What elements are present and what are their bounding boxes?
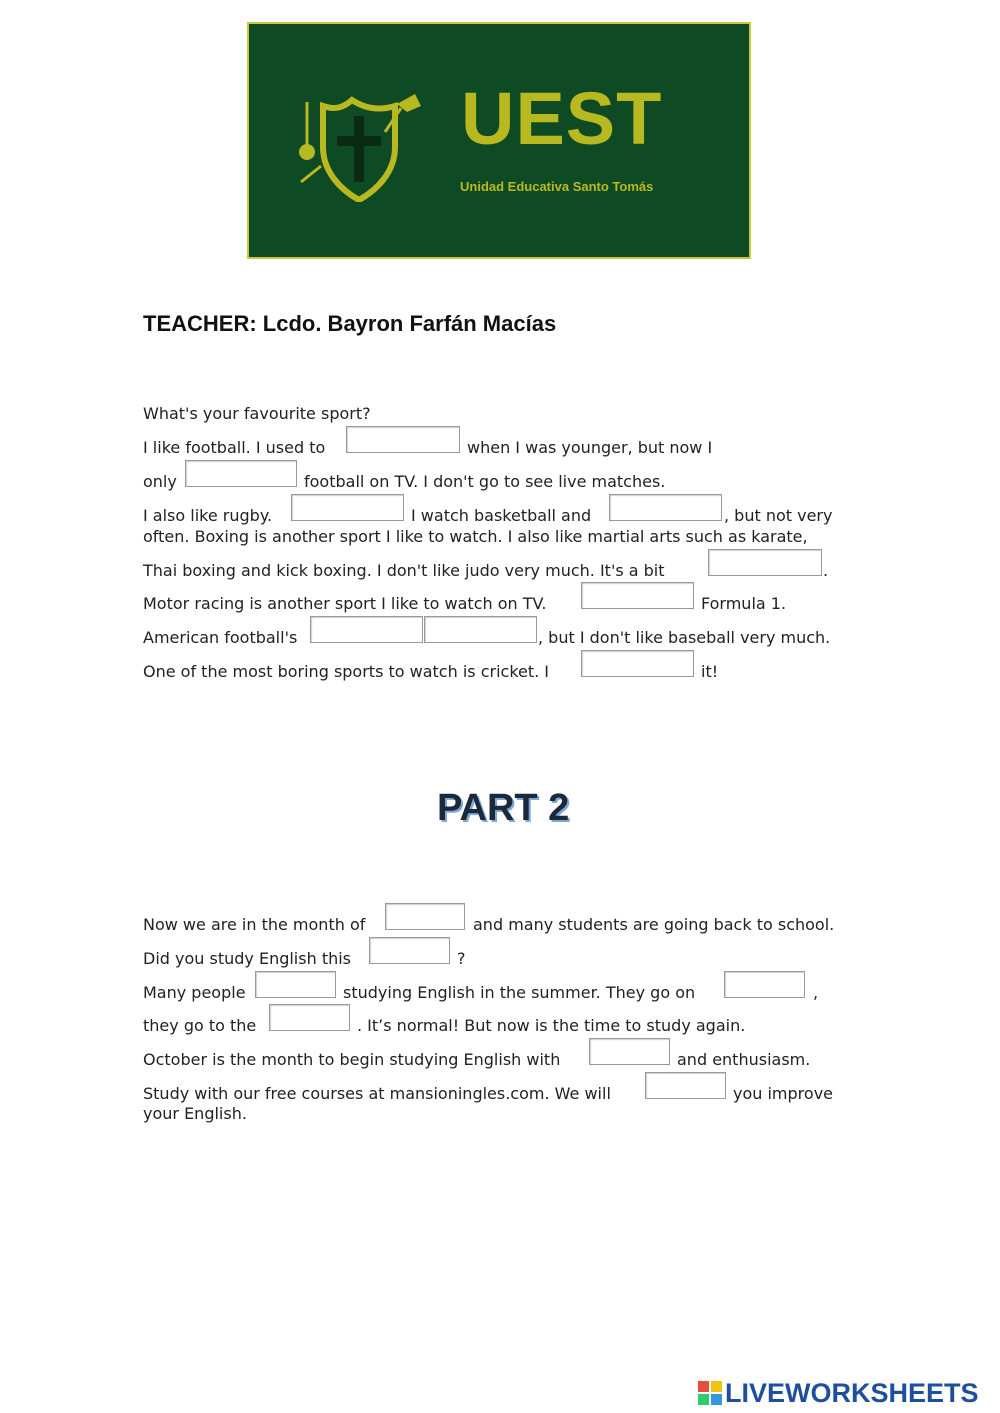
blank-input[interactable]: [269, 1004, 350, 1031]
p1-line-3a: only: [143, 472, 177, 491]
p1-line-4b: I watch basketball and: [411, 506, 592, 525]
blank-input[interactable]: [581, 582, 694, 609]
part-2-heading: PART 2: [437, 787, 570, 829]
p1-line-9a: One of the most boring sports to watch is cricket. I: [143, 662, 550, 681]
p1-line-9b: it!: [701, 662, 719, 681]
blank-input[interactable]: [708, 549, 822, 576]
p1-line-6b: .: [823, 561, 829, 580]
p2-line-7: your English.: [143, 1104, 247, 1123]
blank-input[interactable]: [185, 460, 297, 487]
p1-line-3b: football on TV. I don't go to see live matches.: [304, 472, 666, 491]
p2-line-3a: Many people: [143, 983, 246, 1002]
liveworksheets-logo: [697, 1378, 979, 1408]
logo-title: UEST: [461, 77, 663, 160]
p1-line-2a: I like football. I used to: [143, 438, 326, 457]
blank-input[interactable]: [369, 937, 450, 964]
p2-line-5a: October is the month to begin studying English with: [143, 1050, 561, 1069]
p1-line-6a: Thai boxing and kick boxing. I don't like judo very much. It's a bit: [143, 561, 665, 580]
p2-line-6b: you improve: [733, 1084, 833, 1103]
school-banner: [247, 22, 751, 259]
p1-line-5: often. Boxing is another sport I like to watch. I also like martial arts such as karate,: [143, 527, 808, 546]
p1-line-8a: American football's: [143, 628, 298, 647]
p2-line-3b: studying English in the summer. They go on: [343, 983, 696, 1002]
school-name: Unidad Educativa Santo Tomás: [460, 179, 654, 194]
p2-line-2b: ?: [457, 949, 466, 968]
blank-input[interactable]: [255, 971, 336, 998]
p2-line-1b: and many students are going back to school.: [473, 915, 835, 934]
p2-line-4b: . It’s normal! But now is the time to study again.: [357, 1016, 746, 1035]
p2-line-1a: Now we are in the month of: [143, 915, 366, 934]
p1-line-2b: when I was younger, but now I: [467, 438, 713, 457]
p1-line-7b: Formula 1.: [701, 594, 787, 613]
p1-line-1: What's your favourite sport?: [143, 404, 371, 423]
blank-input[interactable]: [346, 426, 460, 453]
p1-line-4a: I also like rugby.: [143, 506, 273, 525]
blank-input[interactable]: [645, 1072, 726, 1099]
crest-shield-icon: [297, 92, 427, 202]
blank-input[interactable]: [609, 494, 722, 521]
p2-line-2a: Did you study English this: [143, 949, 352, 968]
blank-input[interactable]: [291, 494, 404, 521]
p2-line-6a: Study with our free courses at mansioningles.com. We will: [143, 1084, 611, 1103]
p1-line-8b: , but I don't like baseball very much.: [538, 628, 831, 647]
blank-input[interactable]: [310, 616, 423, 643]
teacher-name: TEACHER: Lcdo. Bayron Farfán Macías: [143, 311, 557, 336]
p2-line-5b: and enthusiasm.: [677, 1050, 811, 1069]
p1-line-4c: , but not very: [724, 506, 833, 525]
liveworksheets-wordmark: LIVEWORKSHEETS: [725, 1377, 979, 1408]
p1-line-7a: Motor racing is another sport I like to watch on TV.: [143, 594, 547, 613]
blank-input[interactable]: [385, 903, 465, 930]
blank-input[interactable]: [589, 1038, 670, 1065]
blank-input[interactable]: [581, 650, 694, 677]
p2-line-3c: ,: [813, 983, 819, 1002]
liveworksheets-mark-icon: [697, 1380, 723, 1406]
p2-line-4a: they go to the: [143, 1016, 257, 1035]
blank-input[interactable]: [424, 616, 537, 643]
blank-input[interactable]: [724, 971, 805, 998]
